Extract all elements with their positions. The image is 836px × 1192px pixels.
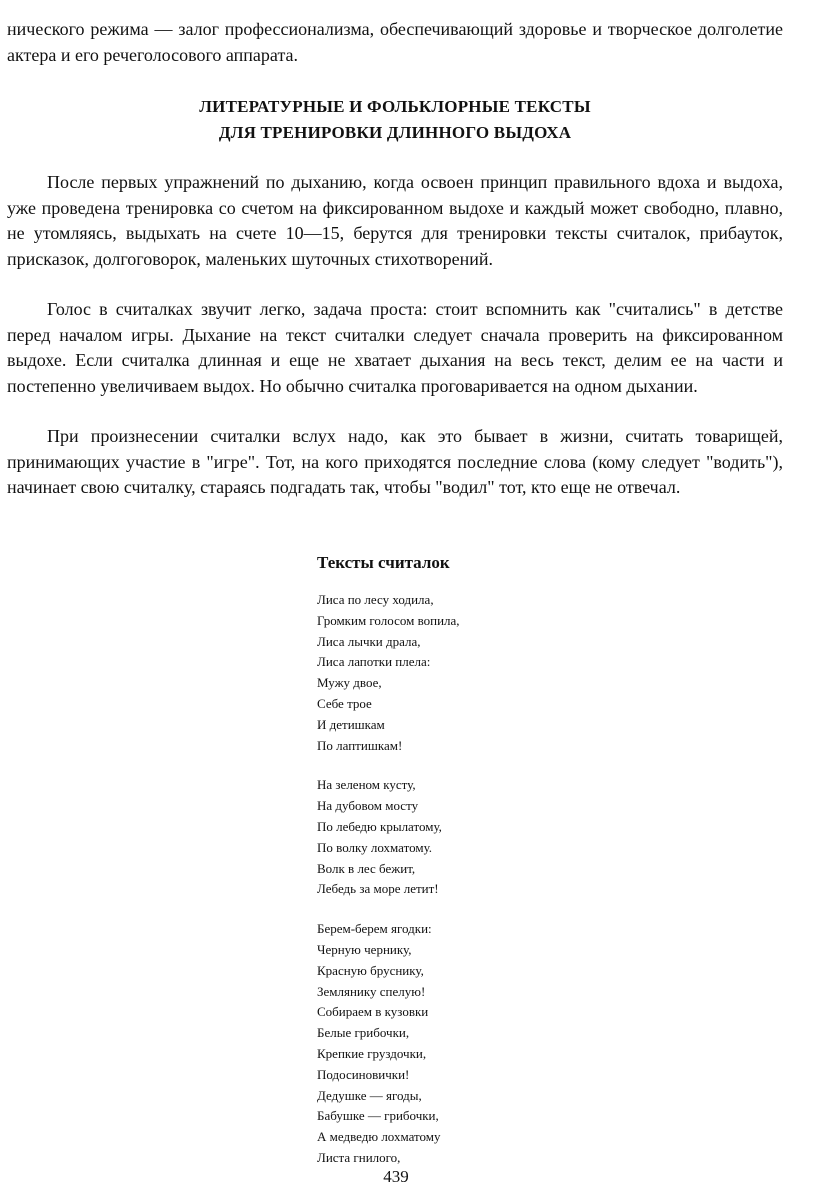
poem-line: Крепкие груздочки,: [317, 1045, 427, 1061]
poem-line: Себе трое: [317, 695, 372, 711]
poem-line: И детишкам: [317, 716, 385, 732]
stanza-2: [317, 775, 617, 900]
section-heading-line-2: ДЛЯ ТРЕНИРОВКИ ДЛИННОГО ВЫДОХА: [218, 123, 572, 142]
section-heading-line-1: ЛИТЕРАТУРНЫЕ И ФОЛЬКЛОРНЫЕ ТЕКСТЫ: [199, 97, 591, 116]
poem-line: Лиса по лесу ходила,: [317, 592, 434, 607]
poem-line: Мужу двое,: [317, 675, 382, 691]
paragraph-practice: При произнесении считалки вслух надо, как это бывает в жизни, считать товарищей, принимающих участие в "игре". Тот, на кого приходятся последние слова (кому следует "водить"), начинает свою считалку, стараясь подгадать так, чтобы "водил" тот, кто еще не отвечал.: [7, 426, 783, 498]
section-heading: [7, 94, 783, 146]
poem-line: По лебедю крылатому,: [317, 818, 442, 834]
poem-line: По волку лохматому.: [317, 839, 433, 855]
poem-line: Лиса лапотки плела:: [317, 654, 431, 670]
poem-line: Белые грибочки,: [317, 1025, 410, 1041]
poem-line: Дедушке — ягоды,: [317, 1087, 422, 1103]
poems-title: Тексты считалок: [317, 553, 450, 572]
poem-line: Берем-берем ягодки:: [317, 921, 432, 937]
paragraph-continued: нического режима — залог профессионализма, обеспечивающий здоровье и творческое долголетие актера и его речеголосового аппарата.: [7, 19, 783, 65]
stanza-1: [317, 590, 617, 756]
poem-line: Красную бруснику,: [317, 962, 424, 978]
poem-line: Лиса лычки драла,: [317, 633, 421, 649]
poem-line: А медведю лохматому: [317, 1129, 441, 1145]
poem-line: На зеленом кусту,: [317, 777, 416, 793]
paragraph-voice: Голос в считалках звучит легко, задача проста: стоит вспомнить как "считались" в детстве перед началом игры. Дыхание на текст считалки следует сначала проверить на фиксированном выдохе. Если считалка длинная и еще не хватает дыхания на весь текст, делим ее на части и постепенно увеличиваем выдох. Но обычно считалка проговаривается на одном дыхании.: [7, 299, 783, 396]
poem-line: Землянику спелую!: [317, 983, 426, 999]
poem-line: Волк в лес бежит,: [317, 860, 416, 876]
poem-line: Громким голосом вопила,: [317, 612, 460, 628]
poem-line: На дубовом мосту: [317, 798, 419, 814]
poem-line: Черную чернику,: [317, 941, 412, 957]
poem-line: Собираем в кузовки: [317, 1004, 429, 1020]
poem-line: Подосиновички!: [317, 1066, 410, 1082]
paragraph-intro: После первых упражнений по дыханию, когда освоен принцип правильного вдоха и выдоха, уже проведена тренировка со счетом на фиксированном выдохе и каждый может свободно, плавно, не утомляясь, выдыхать на счете 10—15, берутся для тренировки тексты считалок, прибауток, присказок, долгоговорок, маленьких шуточных стихотворений.: [7, 172, 783, 269]
page-number: 439: [383, 1167, 409, 1186]
poems-section: [317, 550, 617, 1188]
poem-line: Бабушке — грибочки,: [317, 1108, 439, 1124]
poem-line: Лебедь за море летит!: [317, 881, 439, 897]
poem-line: Листа гнилого,: [317, 1149, 401, 1165]
stanza-3: [317, 919, 617, 1169]
poem-line: По лаптишкам!: [317, 737, 403, 753]
